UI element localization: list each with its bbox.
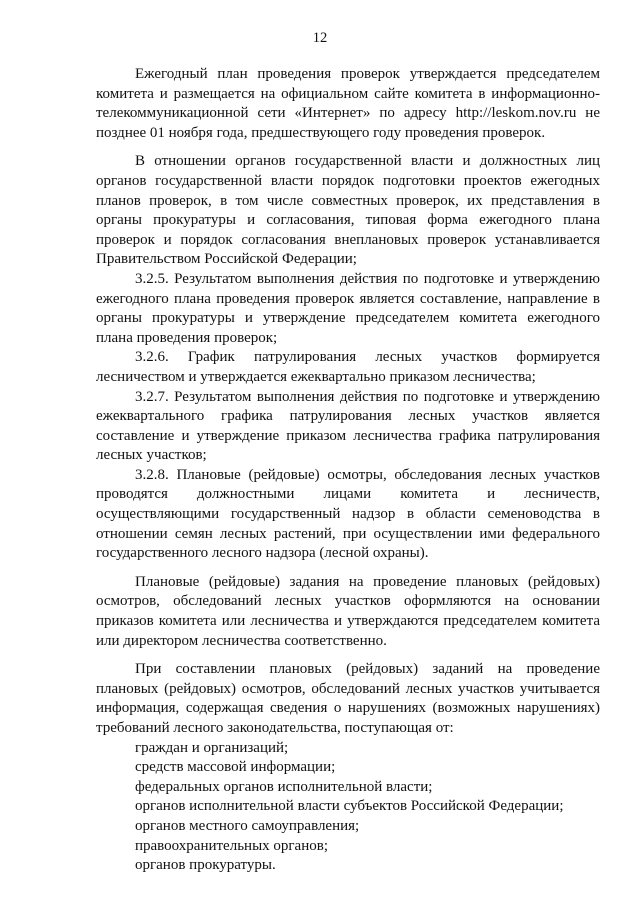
page-number: 12: [312, 30, 328, 46]
document-body: [96, 65, 600, 876]
paragraph-3-2-7: 3.2.7. Результатом выполнения действия по подготовке и утверждению ежеквартального графика патрулирования лесных участков является составление и утверждение приказом лесничества графика патрулирования лесных участков;: [96, 388, 600, 464]
paragraph-raid-assignments: Плановые (рейдовые) задания на проведение плановых (рейдовых) осмотров, обследований лесных участков оформляются на основании приказов комитета или лесничества и утверждаются председателем комитета или директором лесничества соответственно.: [96, 573, 600, 649]
paragraph-information-sources: При составлении плановых (рейдовых) заданий на проведение плановых (рейдовых) осмотров, обследований лесных участков учитывается информация, содержащая сведения о нарушениях (возможных нарушениях) требований лесного законодательства, поступающая от:: [96, 661, 600, 736]
list-item: правоохранительных органов;: [135, 837, 328, 854]
paragraph-annual-plan-publication: Ежегодный план проведения проверок утверждается председателем комитета и размещается на официальном сайте комитета в информационно-телекоммуникационной сети «Интернет» по адресу http://leskom.nov.ru не позднее 01 ноября года, предшествующего году проведения проверок.: [96, 66, 600, 141]
list-item: федеральных органов исполнительной власти;: [135, 778, 433, 795]
information-sources-list: [96, 739, 600, 876]
paragraph-3-2-6: 3.2.6. График патрулирования лесных участков формируется лесничеством и утверждается ежеквартально приказом лесничества;: [96, 349, 600, 385]
list-item: органов прокуратуры.: [135, 857, 276, 874]
paragraph-government-bodies: В отношении органов государственной власти и должностных лиц органов государственной власти порядок подготовки проектов ежегодных планов проверок, в том числе совместных проверок, их представления в органы прокуратуры и согласования, типовая форма ежегодного плана проверок и порядок согласования внеплановых проверок устанавливается Правительством Российской Федерации;: [96, 153, 600, 268]
list-item: граждан и организаций;: [135, 739, 289, 756]
paragraph-3-2-8: 3.2.8. Плановые (рейдовые) осмотры, обследования лесных участков проводятся должностными лицами комитета и лесничеств, осуществляющими государственный надзор в области семеноводства в отношении семян лесных растений, при осуществлении ими федерального государственного лесного надзора (лесной охраны).: [96, 466, 600, 562]
list-item: средств массовой информации;: [135, 759, 336, 776]
paragraph-3-2-5: 3.2.5. Результатом выполнения действия по подготовке и утверждению ежегодного плана проведения проверок является составление, направление в органы прокуратуры и утверждение председателем комитета ежегодного плана проведения проверок;: [96, 270, 600, 346]
list-item: органов исполнительной власти субъектов Российской Федерации;: [135, 798, 564, 815]
list-item: органов местного самоуправления;: [135, 817, 360, 834]
